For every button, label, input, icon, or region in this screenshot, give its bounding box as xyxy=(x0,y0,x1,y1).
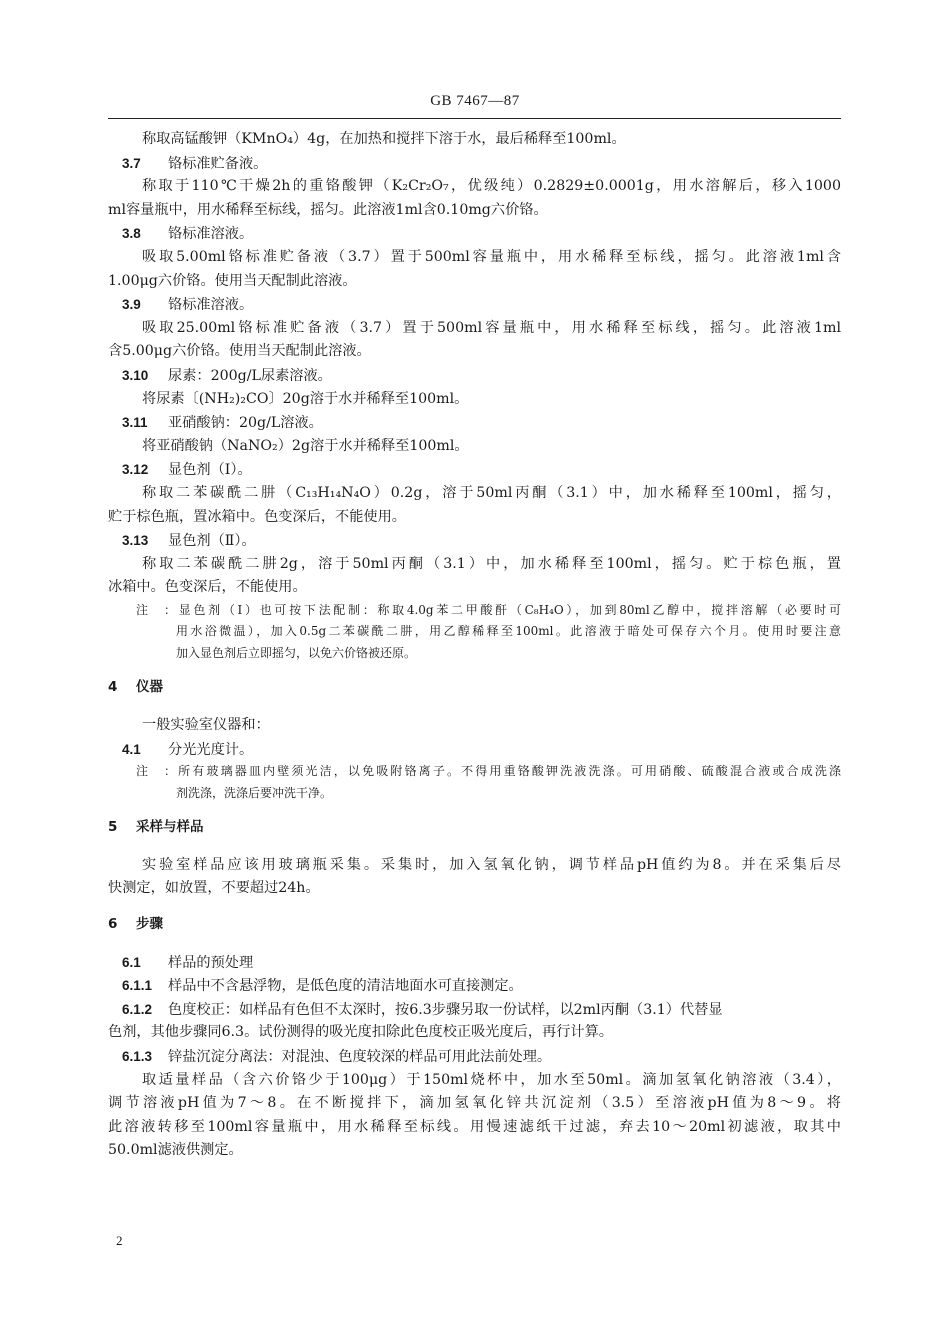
clause-text: 铬标准溶液。 xyxy=(168,226,254,243)
document-header: GB 7467—87 xyxy=(430,93,520,109)
section-title: 仪器 xyxy=(136,679,163,696)
paragraph-line: 贮于棕色瓶，置冰箱中。色变深后，不能使用。 xyxy=(108,508,406,525)
clause-line xyxy=(108,998,841,1022)
clause-text: 铬标准贮备液。 xyxy=(168,155,268,172)
paragraph-first-line: 称取二苯碳酰二肼（C₁₃H₁₄N₄O）0.2g，溶于50ml丙酮（3.1）中，加水稀释至100ml，摇匀， xyxy=(142,484,841,501)
paragraph-first-line: 称取二苯碳酰二肼2g，溶于50ml丙酮（3.1）中，加水稀释至100ml，摇匀。贮于棕色瓶，置 xyxy=(142,555,841,572)
paragraph-first-line: 吸取25.00ml铬标准贮备液（3.7）置于500ml容量瓶中，用水稀释至标线，摇匀。此溶液1ml xyxy=(142,319,841,336)
clause-text: 样品的预处理 xyxy=(168,954,254,971)
clause-line xyxy=(108,974,841,998)
paragraph-first-line: 吸取5.00ml铬标准贮备液（3.7）置于500ml容量瓶中，用水稀释至标线，摇匀。此溶液1ml含 xyxy=(142,248,841,265)
clause-text: 分光光度计。 xyxy=(168,741,254,758)
clause-text: 锌盐沉淀分离法：对混浊、色度较深的样品可用此法前处理。 xyxy=(168,1048,552,1065)
paragraph-first-line: 一般实验室仪器和： xyxy=(142,716,270,733)
clause-number: 6.1.2 xyxy=(122,1001,153,1017)
clause-number: 3.8 xyxy=(122,226,141,242)
clause-line xyxy=(108,951,841,975)
clause-number: 6.1.3 xyxy=(122,1048,153,1064)
paragraph-first-line: 将尿素〔(NH₂)₂CO〕20g溶于水并稀释至100ml。 xyxy=(142,390,469,407)
spacer xyxy=(108,804,841,816)
clause-text: 尿素：200g/L尿素溶液。 xyxy=(168,367,332,384)
section-title: 采样与样品 xyxy=(136,819,204,836)
clause-number: 4.1 xyxy=(122,741,141,757)
clause-number: 3.13 xyxy=(122,533,149,549)
clause-text: 铬标准溶液。 xyxy=(168,297,254,314)
clause-text: 显色剂（Ⅱ）。 xyxy=(168,533,256,550)
note-line xyxy=(108,761,841,783)
section-number: 4 xyxy=(108,679,118,696)
paragraph-first-line: 取适量样品（含六价铬少于100μg）于150ml烧杯中，加水至50ml。滴加氢氧化钠溶液（3.4）， xyxy=(142,1071,841,1088)
paragraph-first-line: 将亚硝酸钠（NaNO₂）2g溶于水并稀释至100ml。 xyxy=(142,437,469,454)
section-heading xyxy=(108,676,841,700)
note-continuation: 剂洗涤，洗涤后要冲洗干净。 xyxy=(176,785,333,800)
clause-number: 3.9 xyxy=(122,297,141,313)
paragraph-first-line: 实验室样品应该用玻璃瓶采集。采集时，加入氢氧化钠，调节样品pH值约为8。并在采集后尽 xyxy=(142,856,841,873)
clause-text: 亚硝酸钠：20g/L溶液。 xyxy=(168,415,323,432)
clause-number: 6.1 xyxy=(122,954,141,970)
paragraph-line: 快测定，如放置，不要超过24h。 xyxy=(108,880,320,897)
spacer xyxy=(108,664,841,676)
spacer xyxy=(108,901,841,913)
section-number: 5 xyxy=(108,819,118,836)
clause-text: 色度校正：如样品有色但不太深时，按6.3步骤另取一份试样，以2ml丙酮（3.1）代替显 xyxy=(168,1001,723,1018)
spacer xyxy=(108,840,841,854)
paragraph-first-line: 称取高锰酸钾（KMnO₄）4g，在加热和搅拌下溶于水，最后稀释至100ml。 xyxy=(142,131,626,147)
paragraph-line: ml容量瓶中，用水稀释至标线，摇匀。此溶液1ml含0.10mg六价铬。 xyxy=(108,201,548,218)
page-number: 2 xyxy=(116,1233,123,1248)
clause-line xyxy=(108,529,841,553)
clause-line xyxy=(108,411,841,435)
clause-number: 3.12 xyxy=(122,462,149,478)
clause-line xyxy=(108,293,841,317)
clause-text: 显色剂（Ⅰ）。 xyxy=(168,462,252,479)
paragraph-line: 50.0ml滤液供测定。 xyxy=(108,1142,243,1159)
paragraph-line: 调节溶液pH值为7～8。在不断搅拌下，滴加氢氧化锌共沉淀剂（3.5）至溶液pH值为8～9。将 xyxy=(108,1095,841,1112)
clause-text: 样品中不含悬浮物，是低色度的清洁地面水可直接测定。 xyxy=(168,978,523,995)
section-heading xyxy=(108,913,841,937)
note-label: 注： xyxy=(136,764,176,779)
note-continuation: 用水浴微温），加入0.5g二苯碳酰二肼，用乙醇稀释至100ml。此溶液于暗处可保存六个月。使用时要注意 xyxy=(176,624,841,639)
document-body xyxy=(108,128,841,1163)
section-heading xyxy=(108,816,841,840)
clause-line xyxy=(108,458,841,482)
section-number: 6 xyxy=(108,915,118,932)
note-label: 注： xyxy=(136,602,176,617)
paragraph-first-line: 称取于110℃干燥2h的重铬酸钾（K₂Cr₂O₇，优级纯）0.2829±0.0001g，用水溶解后，移入1000 xyxy=(142,178,841,195)
paragraph-line: 冰箱中。色变深后，不能使用。 xyxy=(108,579,307,596)
paragraph-line: 含5.00μg六价铬。使用当天配制此溶液。 xyxy=(108,343,371,360)
header-rule xyxy=(108,118,841,119)
clause-line xyxy=(108,1045,841,1069)
clause-line xyxy=(108,152,841,176)
clause-line xyxy=(108,738,841,762)
clause-number: 3.11 xyxy=(122,415,148,431)
clause-number: 3.7 xyxy=(122,155,141,171)
clause-number: 3.10 xyxy=(122,367,149,383)
spacer xyxy=(108,700,841,714)
note-line xyxy=(108,600,841,622)
clause-line xyxy=(108,222,841,246)
spacer xyxy=(108,937,841,951)
note-text: 显色剂（Ⅰ）也可按下法配制：称取4.0g苯二甲酸酐（C₈H₄O），加到80ml乙醇中，搅拌溶解（必要时可 xyxy=(176,602,841,617)
note-text: 所有玻璃器皿内壁须光洁，以免吸附铬离子。不得用重铬酸钾洗液洗涤。可用硝酸、硫酸混合液或合成洗涤 xyxy=(176,764,841,779)
section-title: 步骤 xyxy=(136,915,163,932)
paragraph-line: 色剂，其他步骤同6.3。试份测得的吸光度扣除此色度校正吸光度后，再行计算。 xyxy=(108,1024,613,1041)
clause-line xyxy=(108,364,841,388)
paragraph-line: 此溶液转移至100ml容量瓶中，用水稀释至标线。用慢速滤纸干过滤，弃去10～20ml初滤液，取其中 xyxy=(108,1118,841,1135)
clause-number: 6.1.1 xyxy=(122,978,153,994)
paragraph-line: 1.00μg六价铬。使用当天配制此溶液。 xyxy=(108,272,357,289)
note-continuation: 加入显色剂后立即摇匀，以免六价铬被还原。 xyxy=(176,645,417,660)
